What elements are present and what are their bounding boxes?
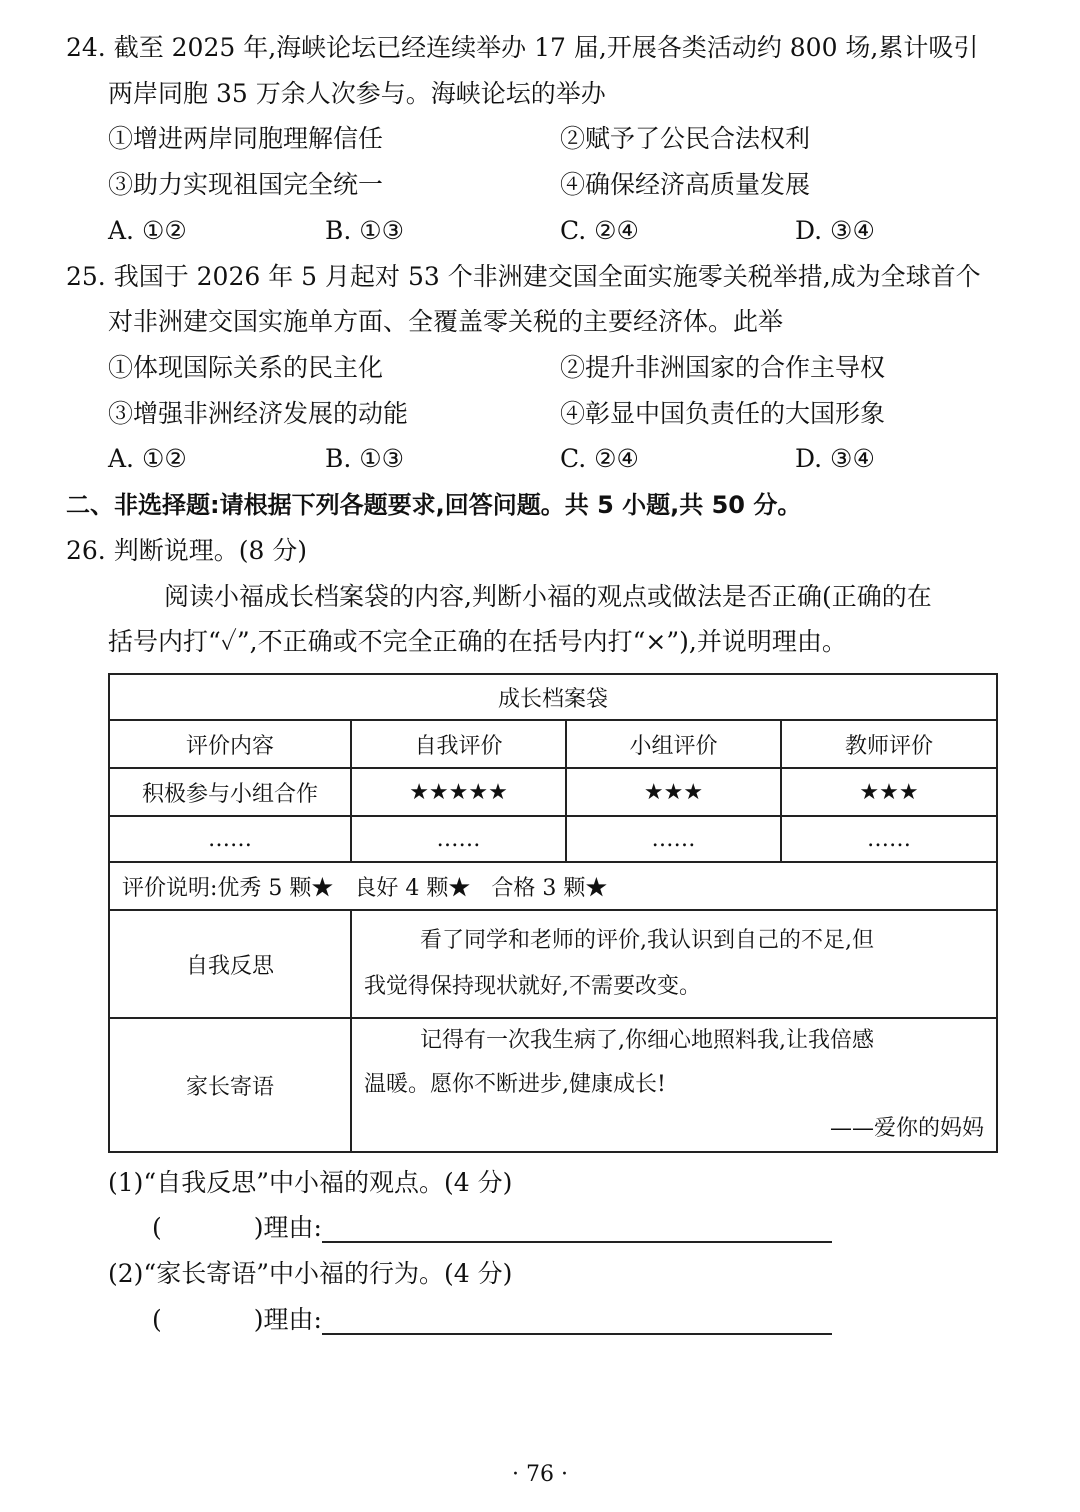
- q24-choice-d[interactable]: D. ③④: [795, 216, 875, 245]
- rating-legend: 评价说明:优秀 5 颗★ 良好 4 颗★ 合格 3 颗★: [109, 862, 997, 910]
- table-caption: 成长档案袋: [109, 674, 997, 720]
- q26-sub2: (2)“家长寄语”中小福的行为。(4 分): [108, 1259, 513, 1288]
- q24-stem-line2: 两岸同胞 35 万余人次参与。海峡论坛的举办: [108, 79, 606, 108]
- q26-sub1: (1)“自我反思”中小福的观点。(4 分): [108, 1168, 513, 1197]
- page-number: · 76 ·: [512, 1462, 568, 1487]
- self-eval-stars: ★★★★★: [351, 768, 566, 816]
- parent-message-text: [351, 1018, 997, 1152]
- q25-choice-b[interactable]: B. ①③: [325, 444, 405, 473]
- header-teacher-eval: 教师评价: [781, 720, 997, 768]
- reflection-line2: 我觉得保持现状就好,不需要改变。: [364, 974, 701, 999]
- teacher-eval-stars: ★★★: [781, 768, 997, 816]
- q24-choice-a[interactable]: A. ①②: [108, 216, 187, 245]
- q24-choice-c[interactable]: C. ②④: [560, 216, 639, 245]
- ellipsis-cell: ……: [566, 816, 781, 862]
- q26-intro-line2: 括号内打“✓”,不正确或不完全正确的在括号内打“×”),并说明理由。: [108, 627, 847, 656]
- q24-option-3: ③助力实现祖国完全统一: [108, 170, 384, 199]
- q25-stem-line2: 对非洲建交国实施单方面、全覆盖零关税的主要经济体。此举: [108, 307, 784, 336]
- reason-label: )理由:: [253, 1213, 322, 1242]
- reason-blank-2[interactable]: [322, 1305, 832, 1335]
- q24-option-2: ②赋予了公民合法权利: [560, 124, 811, 153]
- q25-choice-d[interactable]: D. ③④: [795, 444, 875, 473]
- q25-option-3: ③增强非洲经济发展的动能: [108, 399, 409, 428]
- q25-option-2: ②提升非洲国家的合作主导权: [560, 353, 886, 382]
- q26-sub2-answer: [152, 1305, 832, 1335]
- q24-stem-line1: 24. 截至 2025 年,海峡论坛已经连续举办 17 届,开展各类活动约 800 场,累计吸引: [66, 33, 979, 62]
- header-eval-content: 评价内容: [109, 720, 351, 768]
- paren-open: (: [152, 1305, 162, 1334]
- section-heading: 二、非选择题:请根据下列各题要求,回答问题。共 5 小题,共 50 分。: [66, 491, 802, 519]
- ellipsis-cell: ……: [109, 816, 351, 862]
- parent-message-label: 家长寄语: [109, 1018, 351, 1152]
- q24-option-1: ①增进两岸同胞理解信任: [108, 124, 384, 153]
- paren-open: (: [152, 1213, 162, 1242]
- q25-choice-a[interactable]: A. ①②: [108, 444, 187, 473]
- parent-signature: ——爱你的妈妈: [830, 1116, 985, 1141]
- group-eval-stars: ★★★: [566, 768, 781, 816]
- q26-title: 26. 判断说理。(8 分): [66, 536, 308, 565]
- parent-line1: 记得有一次我生病了,你细心地照料我,让我倍感: [420, 1028, 874, 1053]
- q26-intro-line1: 阅读小福成长档案袋的内容,判断小福的观点或做法是否正确(正确的在: [164, 582, 932, 611]
- q24-option-4: ④确保经济高质量发展: [560, 170, 811, 199]
- header-self-eval: 自我评价: [351, 720, 566, 768]
- ellipsis-cell: ……: [781, 816, 997, 862]
- ellipsis-cell: ……: [351, 816, 566, 862]
- parent-line2: 温暖。愿你不断进步,健康成长!: [364, 1072, 666, 1097]
- reflection-line1: 看了同学和老师的评价,我认识到自己的不足,但: [420, 928, 874, 953]
- q25-option-1: ①体现国际关系的民主化: [108, 353, 384, 382]
- growth-archive-table: [108, 673, 998, 1153]
- reflection-text: [351, 910, 997, 1018]
- header-group-eval: 小组评价: [566, 720, 781, 768]
- q24-choice-b[interactable]: B. ①③: [325, 216, 405, 245]
- q25-option-4: ④彰显中国负责任的大国形象: [560, 399, 886, 428]
- q25-choice-c[interactable]: C. ②④: [560, 444, 639, 473]
- q26-sub1-answer: [152, 1213, 832, 1243]
- q25-stem-line1: 25. 我国于 2026 年 5 月起对 53 个非洲建交国全面实施零关税举措,成为全球首个: [66, 262, 981, 291]
- row-item-cooperation: 积极参与小组合作: [109, 768, 351, 816]
- reflection-label: 自我反思: [109, 910, 351, 1018]
- reason-label: )理由:: [253, 1305, 322, 1334]
- reason-blank-1[interactable]: [322, 1213, 832, 1243]
